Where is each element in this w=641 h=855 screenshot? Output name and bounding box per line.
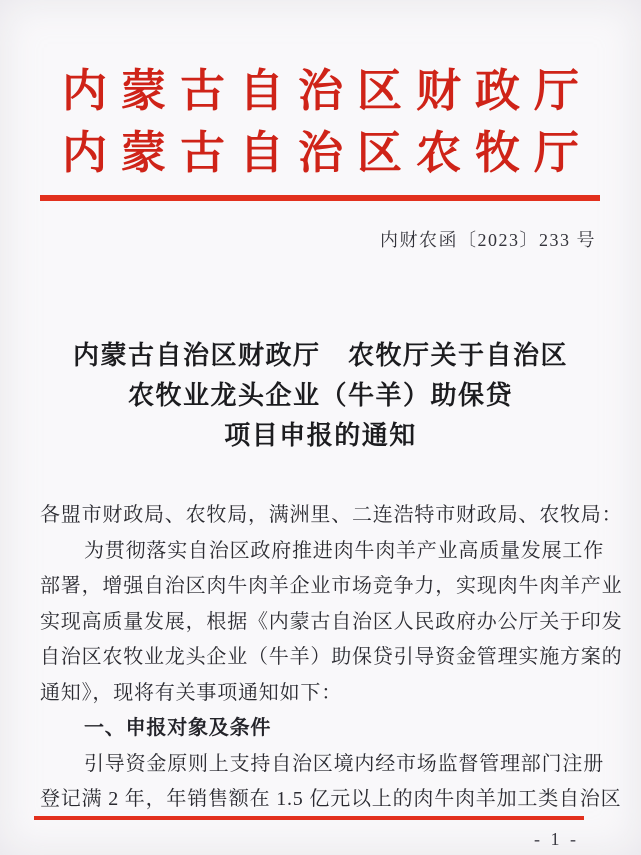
document-body <box>40 498 623 818</box>
body-line: 部署，增强自治区肉牛肉羊企业市场竞争力，实现肉牛肉羊产业 <box>40 575 623 597</box>
document-reference-number: 内财农函〔2023〕233 号 <box>380 230 596 250</box>
document-title-line3: 项目申报的通知 <box>224 421 417 450</box>
body-line: 自治区农牧业龙头企业（牛羊）助保贷引导资金管理实施方案的 <box>40 646 623 668</box>
body-line: 为贯彻落实自治区政府推进肉牛肉羊产业高质量发展工作 <box>84 539 604 562</box>
letterhead <box>0 60 641 184</box>
letterhead-org-line2: 内蒙古自治区农牧厅 <box>61 128 593 178</box>
body-line: 通知》，现将有关事项通知如下： <box>40 681 342 704</box>
document-title-line2: 农牧业龙头企业（牛羊）助保贷 <box>127 381 513 410</box>
section-heading-application-targets: 一、申报对象及条件 <box>84 717 272 739</box>
footer-divider-rule <box>34 816 584 820</box>
body-line: 登记满 2 年，年销售额在 1.5 亿元以上的肉牛肉羊加工类自治区 <box>40 788 622 810</box>
document-title <box>0 336 641 456</box>
letterhead-divider-rule <box>40 195 600 201</box>
body-line: 实现高质量发展，根据《内蒙古自治区人民政府办公厅关于印发 <box>40 610 623 633</box>
salutation-line: 各盟市财政局、农牧局，满洲里、二连浩特市财政局、农牧局： <box>40 504 623 526</box>
body-line: 引导资金原则上支持自治区境内经市场监督管理部门注册 <box>84 752 604 775</box>
document-title-line1: 内蒙古自治区财政厅 农牧厅关于自治区 <box>72 341 568 370</box>
page-number: - 1 - <box>534 829 579 849</box>
letterhead-org-line1: 内蒙古自治区财政厅 <box>61 66 593 116</box>
